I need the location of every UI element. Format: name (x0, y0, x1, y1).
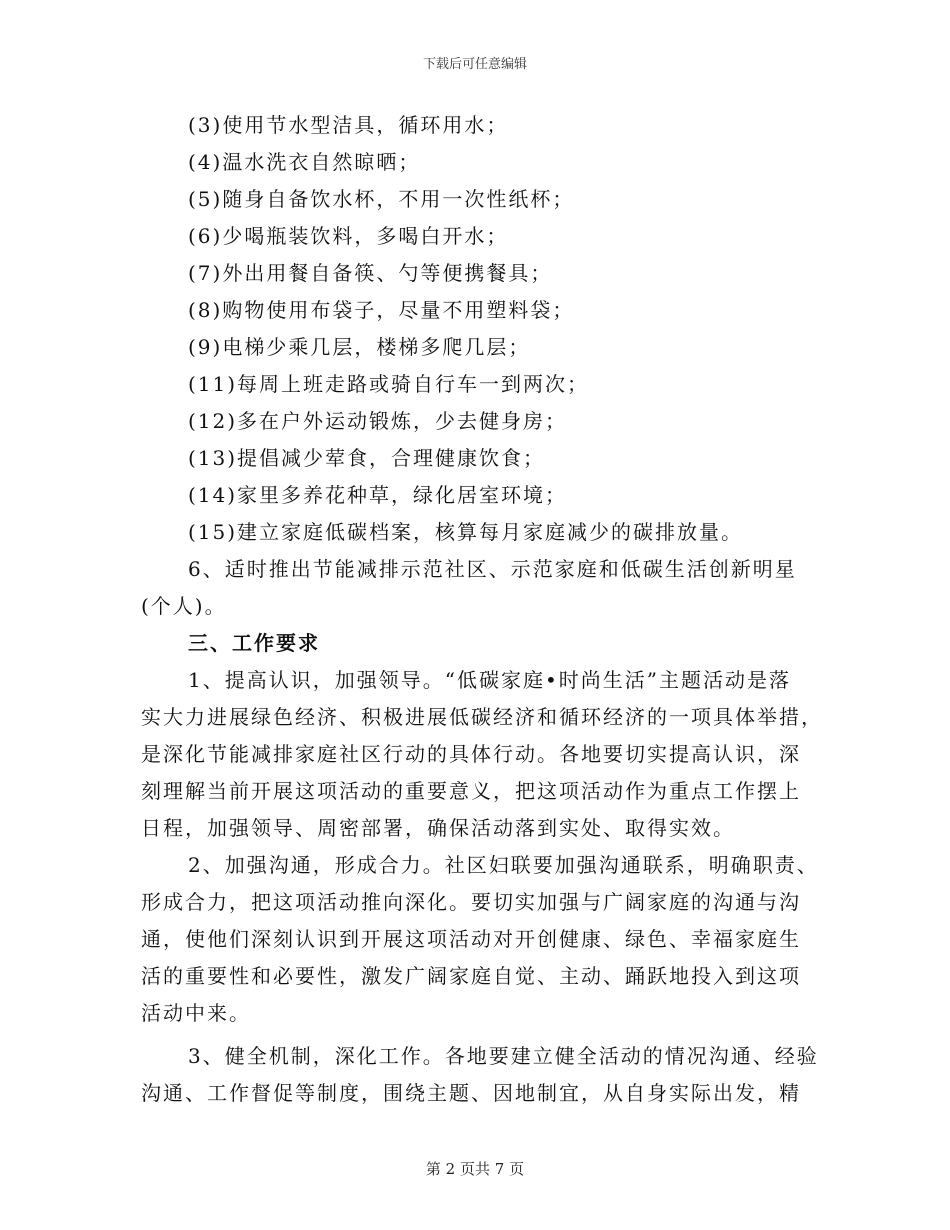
para1-line5: 日程，加强领导、周密部署，确保活动落到实处、取得实效。 (141, 816, 735, 840)
para3-line2: 沟通、工作督促等制度，围绕主题、因地制宜，从自身实际出发，精 (141, 1081, 801, 1105)
para1-line3: 是深化节能减排家庭社区行动的具体行动。各地要切实提高认识，深 (141, 742, 801, 766)
list-item: (7)外出用餐自备筷、勺等便携餐具； (188, 261, 553, 285)
item6-line2: (个人)。 (141, 594, 227, 618)
para1-line1: 1、提高认识，加强领导。“低碳家庭•时尚生活”主题活动是落 (188, 668, 791, 692)
list-item: (9)电梯少乘几层，楼梯多爬几层； (188, 335, 531, 359)
para3-line1: 3、健全机制，深化工作。各地要建立健全活动的情况沟通、经验 (188, 1044, 819, 1068)
section-title: 三、工作要求 (188, 631, 320, 655)
list-item: (3)使用节水型洁具，循环用水； (188, 113, 509, 137)
list-item: (12)多在户外运动锻炼，少去健身房； (188, 409, 568, 433)
para2-line2: 形成合力，把这项活动推向深化。要切实加强与广阔家庭的沟通与沟 (141, 890, 801, 914)
list-item: (5)随身自备饮水杯，不用一次性纸杯； (188, 187, 575, 211)
para2-line3: 通，使他们深刻认识到开展这项活动对开创健康、绿色、幸福家庭生 (141, 927, 801, 951)
list-item: (11)每周上班走路或骑自行车一到两次； (188, 372, 590, 396)
list-item: (15)建立家庭低碳档案，核算每月家庭减少的碳排放量。 (188, 520, 744, 544)
item6-line1: 6、适时推出节能减排示范社区、示范家庭和低碳生活创新明星 (188, 557, 797, 581)
list-item: (6)少喝瓶装饮料，多喝白开水； (188, 224, 509, 248)
para2-line4: 活的重要性和必要性，激发广阔家庭自觉、主动、踊跃地投入到这项 (141, 964, 801, 988)
para1-line4: 刻理解当前开展这项活动的重要意义，把这项活动作为重点工作摆上 (141, 779, 801, 803)
document-body (141, 107, 823, 1112)
para2-line1: 2、加强沟通，形成合力。社区妇联要加强沟通联系，明确职责、 (188, 853, 819, 877)
list-item: (13)提倡减少荤食，合理健康饮食； (188, 446, 546, 470)
para2-line5: 活动中来。 (141, 1001, 251, 1025)
list-item: (8)购物使用布袋子，尽量不用塑料袋； (188, 298, 575, 322)
page-header: 下载后可任意编辑 (422, 57, 527, 72)
para1-line2: 实大力进展绿色经济、积极进展低碳经济和循环经济的一项具体举措， (141, 705, 823, 729)
list-item: (14)家里多养花种草，绿化居室环境； (188, 483, 568, 507)
page-footer: 第 2 页共 7 页 (425, 1160, 525, 1178)
list-item: (4)温水洗衣自然晾晒； (188, 150, 421, 174)
